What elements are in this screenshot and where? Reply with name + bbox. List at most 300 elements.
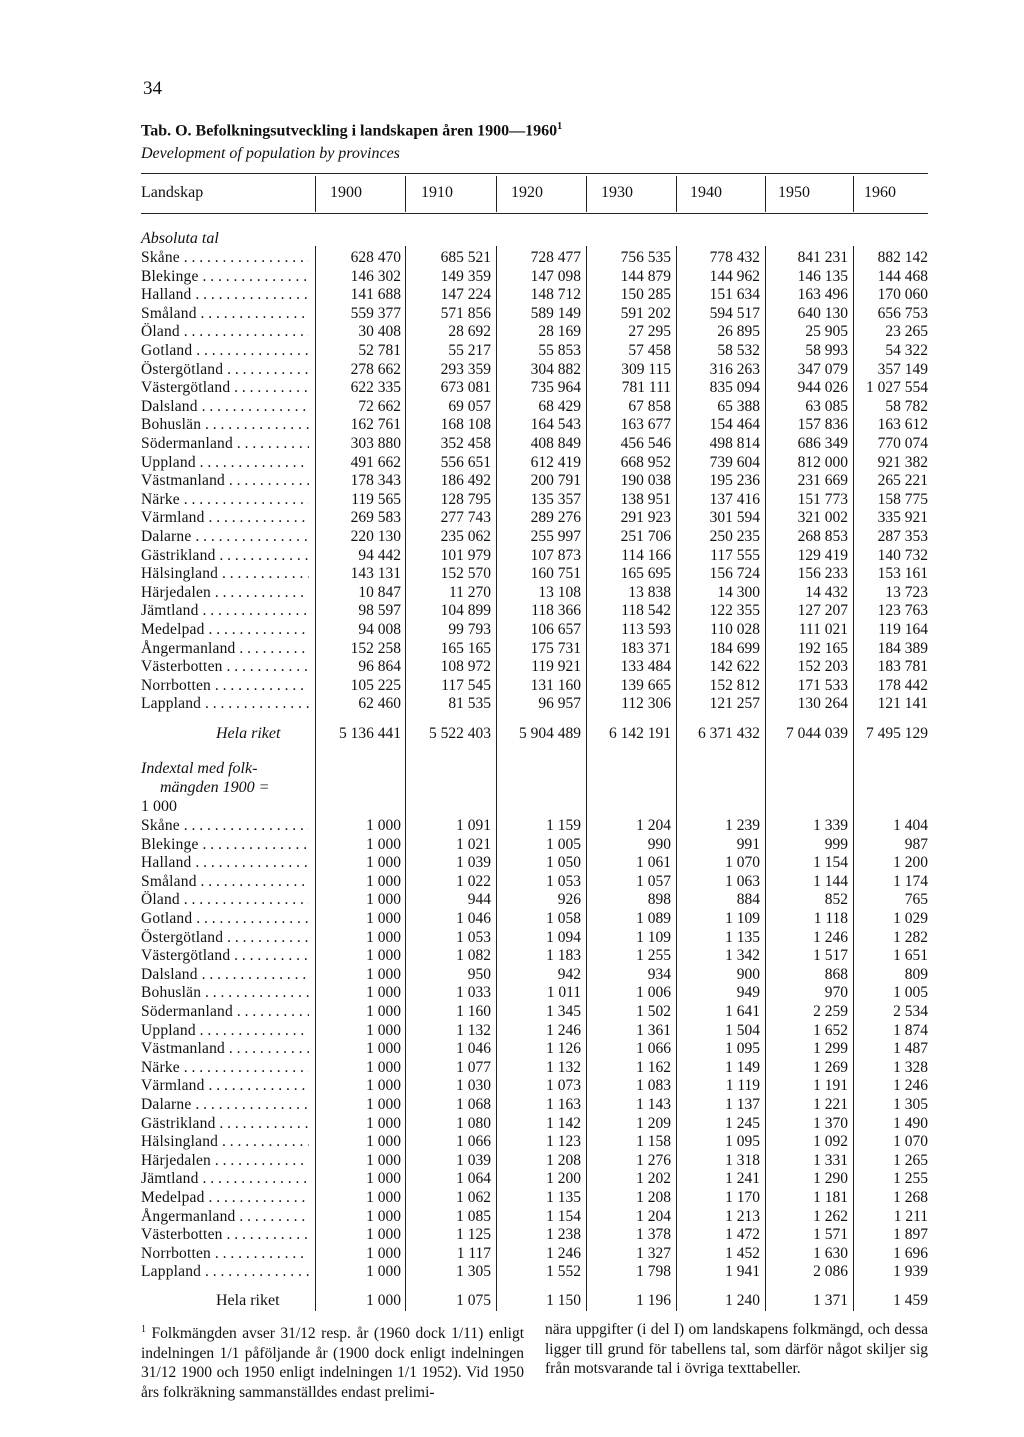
cell-value: 156 724 [709,565,760,583]
header-separator [765,176,766,212]
total-value: 1 075 [456,1292,491,1309]
cell-value: 841 231 [797,249,848,266]
row-label: Dalsland . . . [141,966,309,984]
cell-value: 151 634 [709,286,760,304]
cell-value: 157 836 [797,416,848,434]
cell-value: 1 082 [456,947,491,965]
total-value: 7 044 039 [786,725,848,742]
cell-value: 255 997 [530,528,581,545]
cell-value: 1 200 [546,1170,581,1188]
cell-value: 184 389 [877,639,928,657]
cell-value: 1 211 [893,1207,928,1225]
cell-value: 1 125 [456,1226,491,1244]
cell-value: 739 604 [709,453,760,471]
cell-value: 1 651 [893,947,928,965]
cell-value: 1 241 [725,1170,760,1188]
row-label: Medelpad . . . [141,1189,309,1207]
cell-value: 55 217 [448,342,491,359]
cell-value: 269 583 [350,509,401,527]
page-number: 34 [143,78,162,99]
cell-value: 153 161 [877,565,928,583]
cell-value: 1 022 [456,872,491,890]
header-separator [405,176,406,212]
cell-value: 1 208 [636,1189,671,1206]
column-header-year: 1950 [778,184,810,201]
cell-value: 1 160 [456,1003,491,1020]
cell-value: 1 132 [546,1058,581,1076]
cell-value: 28 169 [538,323,581,341]
cell-value: 1 109 [725,910,760,927]
cell-value: 656 753 [877,304,928,322]
cell-value: 1 255 [893,1170,928,1188]
cell-value: 121 141 [877,695,928,713]
cell-value: 154 464 [709,416,760,434]
row-label: Skåne . . . [141,817,309,835]
table-title [141,121,562,140]
cell-value: 1 246 [813,928,848,946]
cell-value: 357 149 [877,360,928,378]
total-value: 1 196 [636,1292,671,1309]
cell-value: 1 246 [893,1077,928,1095]
cell-value: 98 597 [358,602,401,620]
cell-value: 1 021 [456,835,491,853]
cell-value: 1 174 [893,872,928,890]
cell-value: 148 712 [530,286,581,304]
cell-value: 1 000 [366,1114,401,1132]
cell-value: 1 328 [893,1058,928,1076]
row-label: Dalsland . . . [141,398,309,416]
cell-value: 1 000 [366,1226,401,1244]
row-label: Lappland . . . [141,1263,309,1281]
row-label: Södermanland . . . [141,435,309,453]
rule-header-bottom [141,213,928,214]
cell-value: 1 000 [366,835,401,853]
total-value: 5 904 489 [519,725,581,742]
cell-value: 1 000 [366,1096,401,1113]
cell-value: 1 000 [366,910,401,927]
row-label: Närke . . . [141,1059,309,1077]
cell-value: 1 091 [456,817,491,834]
cell-value: 1 066 [456,1133,491,1151]
cell-value: 1 095 [725,1040,760,1058]
cell-value: 1 083 [636,1077,671,1095]
cell-value: 408 849 [530,435,581,452]
row-label: Ångermanland . . . [141,1208,309,1226]
row-label: Blekinge . . . [141,268,309,286]
row-label: Värmland . . . [141,509,309,527]
cell-value: 58 532 [717,342,760,359]
cell-value: 1 135 [546,1189,581,1206]
cell-value: 220 130 [350,528,401,545]
cell-value: 498 814 [709,435,760,452]
cell-value: 107 873 [530,546,581,564]
row-label: Västergötland . . . [141,947,309,965]
total-value: 1 000 [366,1292,401,1309]
row-label: Norrbotten . . . [141,1245,309,1263]
total-value: 6 142 191 [609,725,671,742]
cell-value: 117 545 [441,676,491,694]
cell-value: 1 361 [636,1021,671,1039]
row-label: Jämtland . . . [141,1170,309,1188]
cell-value: 491 662 [350,453,401,471]
cell-value: 1 053 [546,872,581,890]
cell-value: 144 962 [709,267,760,285]
cell-value: 30 408 [358,323,401,341]
cell-value: 1 238 [546,1226,581,1244]
row-label: Ångermanland . . . [141,640,309,658]
cell-value: 186 492 [440,472,491,490]
rule-top [141,173,928,174]
cell-value: 170 060 [877,286,928,304]
cell-value: 1 005 [546,835,581,853]
row-label: Småland . . . [141,873,309,891]
cell-value: 1 039 [456,1151,491,1169]
cell-value: 68 429 [538,397,581,415]
cell-value: 171 533 [797,676,848,694]
section-heading-index-line: 1 000 [141,798,177,815]
cell-value: 1 000 [366,984,401,1002]
cell-value: 1 000 [366,1189,401,1206]
cell-value: 1 246 [546,1021,581,1039]
cell-value: 55 853 [538,342,581,359]
cell-value: 58 782 [885,397,928,415]
cell-value: 809 [904,965,928,983]
cell-value: 2 534 [893,1003,928,1020]
row-label: Gästrikland . . . [141,547,309,565]
total-value: 1 150 [546,1292,581,1309]
cell-value: 1 282 [893,928,928,946]
cell-value: 147 098 [530,267,581,285]
cell-value: 1 089 [636,910,671,927]
section-heading-absolute: Absoluta tal [141,230,219,247]
cell-value: 1 070 [725,854,760,872]
cell-value: 72 662 [358,397,401,415]
row-label: Östergötland . . . [141,929,309,947]
cell-value: 999 [824,835,848,853]
column-header-landskap: Landskap [141,184,204,201]
cell-value: 1 000 [366,928,401,946]
cell-value: 1 162 [636,1058,671,1076]
cell-value: 640 130 [797,304,848,322]
cell-value: 1 269 [813,1058,848,1076]
cell-value: 96 957 [538,695,581,713]
cell-value: 1 066 [636,1040,671,1058]
row-label: Bohuslän . . . [141,984,309,1002]
header-separator [853,176,854,212]
cell-value: 900 [736,965,760,983]
cell-value: 949 [736,984,760,1002]
cell-value: 11 270 [448,583,491,601]
cell-value: 138 951 [620,490,671,508]
cell-value: 81 535 [448,695,491,713]
cell-value: 301 594 [709,509,760,527]
cell-value: 1 000 [366,1133,401,1151]
cell-value: 1 305 [893,1096,928,1113]
cell-value: 278 662 [350,360,401,378]
cell-value: 135 357 [530,490,581,508]
cell-value: 58 993 [805,342,848,359]
cell-value: 131 160 [530,676,581,694]
cell-value: 277 743 [440,509,491,527]
cell-value: 165 695 [620,565,671,583]
row-label: Gotland . . . [141,910,309,928]
cell-value: 1 378 [636,1226,671,1244]
cell-value: 1 144 [813,872,848,890]
cell-value: 293 359 [440,360,491,378]
cell-value: 1 204 [636,1207,671,1225]
cell-value: 152 812 [709,676,760,694]
row-label: Västerbotten . . . [141,1226,309,1244]
cell-value: 1 000 [366,854,401,872]
cell-value: 119 565 [351,490,401,508]
cell-value: 1 123 [546,1133,581,1151]
cell-value: 1 170 [725,1189,760,1206]
row-label: Öland . . . [141,891,309,909]
cell-value: 1 245 [725,1114,760,1132]
cell-value: 1 517 [813,947,848,965]
cell-value: 1 070 [893,1133,928,1151]
row-label: Södermanland . . . [141,1003,309,1021]
cell-value: 111 021 [798,621,848,638]
cell-value: 1 331 [813,1151,848,1169]
cell-value: 118 542 [621,602,671,620]
row-label: Härjedalen . . . [141,1152,309,1170]
total-value: 7 495 129 [866,725,928,742]
cell-value: 23 265 [885,323,928,341]
cell-value: 265 221 [877,472,928,490]
cell-value: 1 472 [725,1226,760,1244]
cell-value: 1 154 [546,1207,581,1225]
cell-value: 926 [557,891,581,909]
footnote-left-text: Folkmängden avser 31/12 resp. år (1960 dock 1/11) enligt indelningen 1/1 påföljande år (1900 dock enligt indelningen 31/12 1900 och 1950 enligt indelningen 1/1 1952). Vid 1950 års folkräkning sammanställdes endast prelimi- [141,1325,525,1401]
cell-value: 144 468 [877,267,928,285]
cell-value: 130 264 [797,695,848,713]
cell-value: 1 268 [893,1189,928,1206]
cell-value: 183 371 [620,639,671,657]
cell-value: 1 345 [546,1003,581,1020]
cell-value: 934 [647,965,671,983]
cell-value: 26 895 [717,323,760,341]
cell-value: 884 [736,891,760,909]
cell-value: 594 517 [709,304,760,322]
cell-value: 105 225 [350,676,401,694]
cell-value: 1 058 [546,910,581,927]
cell-value: 54 322 [885,342,928,359]
cell-value: 1 029 [893,910,928,927]
cell-value: 1 077 [456,1058,491,1076]
cell-value: 106 657 [530,621,581,638]
cell-value: 142 622 [709,658,760,676]
cell-value: 96 864 [358,658,401,676]
cell-value: 133 484 [620,658,671,676]
cell-value: 735 964 [530,379,581,397]
footnote-marker: 1 [557,121,563,132]
cell-value: 165 165 [440,639,491,657]
cell-value: 121 257 [709,695,760,713]
cell-value: 65 388 [717,397,760,415]
cell-value: 1 117 [456,1244,491,1262]
cell-value: 835 094 [709,379,760,397]
cell-value: 1 941 [725,1263,760,1281]
cell-value: 556 651 [440,453,491,471]
cell-value: 1 080 [456,1114,491,1132]
cell-value: 1 000 [366,1040,401,1058]
cell-value: 1 095 [725,1133,760,1151]
cell-value: 628 470 [350,249,401,266]
cell-value: 129 419 [797,546,848,564]
cell-value: 99 793 [448,621,491,638]
cell-value: 1 159 [546,817,581,834]
cell-value: 117 555 [710,546,760,564]
cell-value: 1 000 [366,1151,401,1169]
total-label-absolute: Hela riket [216,725,281,742]
cell-value: 1 552 [546,1263,581,1281]
cell-value: 28 692 [448,323,491,341]
cell-value: 1 276 [636,1151,671,1169]
cell-value: 143 131 [350,565,401,583]
cell-value: 268 853 [797,528,848,545]
cell-value: 1 126 [546,1040,581,1058]
cell-value: 1 000 [366,891,401,909]
cell-value: 1 239 [725,817,760,834]
cell-value: 141 688 [350,286,401,304]
cell-value: 163 496 [797,286,848,304]
row-label: Jämtland . . . [141,602,309,620]
cell-value: 868 [824,965,848,983]
cell-value: 321 002 [797,509,848,527]
cell-value: 728 477 [530,249,581,266]
cell-value: 1 798 [636,1263,671,1281]
cell-value: 1 897 [893,1226,928,1244]
cell-value: 140 732 [877,546,928,564]
cell-value: 352 458 [440,435,491,452]
cell-value: 151 773 [797,490,848,508]
cell-value: 685 521 [440,249,491,266]
cell-value: 289 276 [530,509,581,527]
cell-value: 1 135 [725,928,760,946]
cell-value: 1 158 [636,1133,671,1151]
total-value: 1 240 [725,1292,760,1309]
cell-value: 1 342 [725,947,760,965]
cell-value: 128 795 [440,490,491,508]
cell-value: 1 073 [546,1077,581,1095]
cell-value: 1 092 [813,1133,848,1151]
cell-value: 1 061 [636,854,671,872]
cell-value: 668 952 [620,453,671,471]
cell-value: 104 899 [440,602,491,620]
footnote-left-marker: 1 [141,1324,146,1335]
cell-value: 200 791 [530,472,581,490]
cell-value: 1 200 [893,854,928,872]
total-value: 5 522 403 [429,725,491,742]
cell-value: 987 [904,835,928,853]
cell-value: 1 050 [546,854,581,872]
cell-value: 1 290 [813,1170,848,1188]
cell-value: 1 000 [366,1207,401,1225]
cell-value: 1 006 [636,984,671,1002]
cell-value: 316 263 [709,360,760,378]
cell-value: 57 458 [628,342,671,359]
cell-value: 571 856 [440,304,491,322]
cell-value: 162 761 [350,416,401,434]
column-header-year: 1910 [421,184,453,201]
cell-value: 1 000 [366,1263,401,1281]
cell-value: 114 166 [621,546,671,564]
cell-value: 2 259 [813,1003,848,1020]
table-subtitle: Development of population by provinces [141,145,400,162]
cell-value: 1 652 [813,1021,848,1039]
cell-value: 1 208 [546,1151,581,1169]
cell-value: 898 [647,891,671,909]
cell-value: 1 163 [546,1096,581,1113]
row-label: Värmland . . . [141,1077,309,1095]
cell-value: 1 068 [456,1096,491,1113]
cell-value: 812 000 [797,453,848,471]
cell-value: 1 000 [366,817,401,834]
cell-value: 1 064 [456,1170,491,1188]
cell-value: 1 181 [813,1189,848,1206]
cell-value: 183 781 [877,658,928,676]
row-label: Dalarne . . . [141,1096,309,1114]
row-label: Halland . . . [141,854,309,872]
cell-value: 1 118 [813,910,848,927]
cell-value: 686 349 [797,435,848,452]
cell-value: 52 781 [358,342,401,359]
cell-value: 27 295 [628,323,671,341]
cell-value: 589 149 [530,304,581,322]
cell-value: 1 000 [366,1244,401,1262]
cell-value: 942 [557,965,581,983]
cell-value: 152 203 [797,658,848,676]
cell-value: 119 921 [531,658,581,676]
column-header-year: 1920 [511,184,543,201]
row-label: Småland . . . [141,305,309,323]
cell-value: 1 000 [366,1058,401,1076]
cell-value: 1 149 [725,1058,760,1076]
cell-value: 1 000 [366,872,401,890]
cell-value: 62 460 [358,695,401,713]
cell-value: 152 258 [350,639,401,657]
cell-value: 1 062 [456,1189,491,1206]
cell-value: 1 057 [636,872,671,890]
cell-value: 118 366 [531,602,581,620]
cell-value: 1 030 [456,1077,491,1095]
cell-value: 146 135 [797,267,848,285]
cell-value: 160 751 [530,565,581,583]
cell-value: 139 665 [620,676,671,694]
cell-value: 1 046 [456,910,491,927]
row-label: Härjedalen . . . [141,584,309,602]
cell-value: 25 905 [805,323,848,341]
column-header-year: 1930 [601,184,633,201]
row-label: Dalarne . . . [141,528,309,546]
cell-value: 1 000 [366,965,401,983]
cell-value: 770 074 [877,435,928,452]
cell-value: 1 094 [546,928,581,946]
cell-value: 1 132 [456,1021,491,1039]
cell-value: 756 535 [620,249,671,266]
cell-value: 1 339 [813,817,848,834]
cell-value: 178 442 [877,676,928,694]
cell-value: 990 [647,835,671,853]
cell-value: 1 502 [636,1003,671,1020]
cell-value: 1 874 [893,1021,928,1039]
row-label: Gästrikland . . . [141,1115,309,1133]
row-label: Västergötland . . . [141,379,309,397]
cell-value: 335 921 [877,509,928,527]
cell-value: 1 696 [893,1244,928,1262]
cell-value: 1 183 [546,947,581,965]
